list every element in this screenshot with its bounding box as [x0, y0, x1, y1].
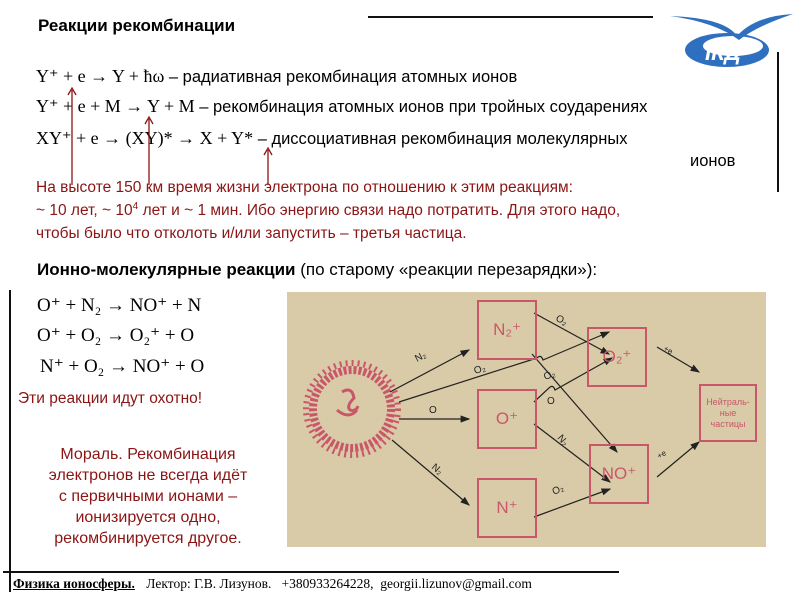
moral-note [14, 444, 282, 549]
node-oplus: O⁺ [477, 389, 537, 449]
node-neutral [699, 384, 757, 442]
edge-label: +e [662, 343, 675, 357]
lifetime-line-2 [36, 199, 620, 222]
moral-line: ионизируется одно, [75, 509, 221, 526]
edge-label: O₂ [553, 313, 570, 329]
neutral-line: ные [719, 407, 737, 418]
course-name: Физика ионосферы. [13, 576, 135, 591]
footer [13, 576, 532, 592]
node-o2plus: O₂⁺ [587, 327, 647, 387]
neutral-line: Нейтраль- [706, 396, 750, 407]
lecturer: Лектор: Г.В. Лизунов. [146, 576, 272, 591]
ion-reaction-diagram [287, 292, 766, 547]
edge-label: N₂ [429, 461, 445, 478]
edge-label: N₂ [554, 432, 571, 449]
svg-text:ІКД: ІКД [705, 40, 741, 65]
left-rule [9, 290, 11, 592]
eager-note: Эти реакции идут охотно! [18, 390, 203, 407]
heading-bold: Ионно-молекулярные реакции [37, 260, 296, 279]
edge-label: O₂ [550, 482, 566, 498]
lifetime-line-1: На высоте 150 км время жизни электрона по отношению к этим реакциям: [36, 179, 573, 196]
ion-reaction: O⁺ + O₂ → O₂⁺ + O [37, 325, 195, 346]
edge-label: O [429, 405, 437, 416]
exponent: 4 [132, 200, 139, 212]
formula-description-cont: ионов [690, 152, 736, 170]
right-rule [777, 52, 779, 192]
moral-line: Мораль. Рекомбинация [60, 446, 236, 463]
formula-description: – рекомбинация атомных ионов при тройных соударениях [199, 98, 648, 116]
formula: Y⁺ + e + M → Y + M [36, 96, 195, 116]
bottom-rule [3, 571, 619, 573]
node-nplus: N⁺ [477, 478, 537, 538]
edge-label: O [547, 396, 555, 407]
email: georgii.lizunov@gmail.com [380, 576, 532, 591]
formula-description: – радиативная рекомбинация атомных ионов [168, 68, 518, 86]
moral-line: электронов не всегда идёт [48, 467, 248, 484]
lifetime-note [36, 176, 620, 245]
heading-rest: (по старому «реакции перезарядки»): [295, 260, 598, 279]
edge-label: +e [655, 448, 668, 461]
formula-description: – диссоциативная рекомбинация молекулярных [257, 130, 628, 148]
formula-radiative [36, 66, 517, 87]
ion-reaction: O⁺ + N₂ → NO⁺ + N [37, 295, 202, 316]
moral-line: с первичными ионами – [58, 488, 238, 505]
formula-triple [36, 96, 647, 117]
neutral-line: частицы [710, 418, 746, 429]
lifetime-text: лет и ~ 1 мин. Ибо энергию связи надо потратить. Для этого надо, [138, 202, 621, 219]
formula: XY⁺ + e → (XY)* → X + Y* [36, 128, 254, 148]
lifetime-line-3: чтобы было что отколоть и/или запустить – третья частица. [36, 225, 467, 242]
moral-line: рекомбинируется другое. [54, 530, 242, 547]
sun-icon [306, 363, 398, 455]
lifetime-text: ~ 10 лет, ~ 10 [36, 202, 133, 219]
formula-dissociative [36, 128, 627, 149]
ikd-logo-icon [665, 12, 795, 72]
page-title: Реакции рекомбинации [38, 16, 236, 35]
ion-reaction: N⁺ + O₂ → NO⁺ + O [40, 356, 205, 377]
edge-label: N₂ [413, 349, 429, 365]
ion-molecular-heading [37, 260, 597, 280]
edge-label: O₂ [472, 362, 488, 377]
node-noplus: NO⁺ [589, 444, 649, 504]
phone: +380933264228, [281, 576, 374, 591]
node-n2plus: N₂⁺ [477, 300, 537, 360]
top-rule [368, 16, 653, 18]
edge-label: O₂ [542, 368, 557, 383]
formula: Y⁺ + e → Y + ħω [36, 66, 165, 86]
